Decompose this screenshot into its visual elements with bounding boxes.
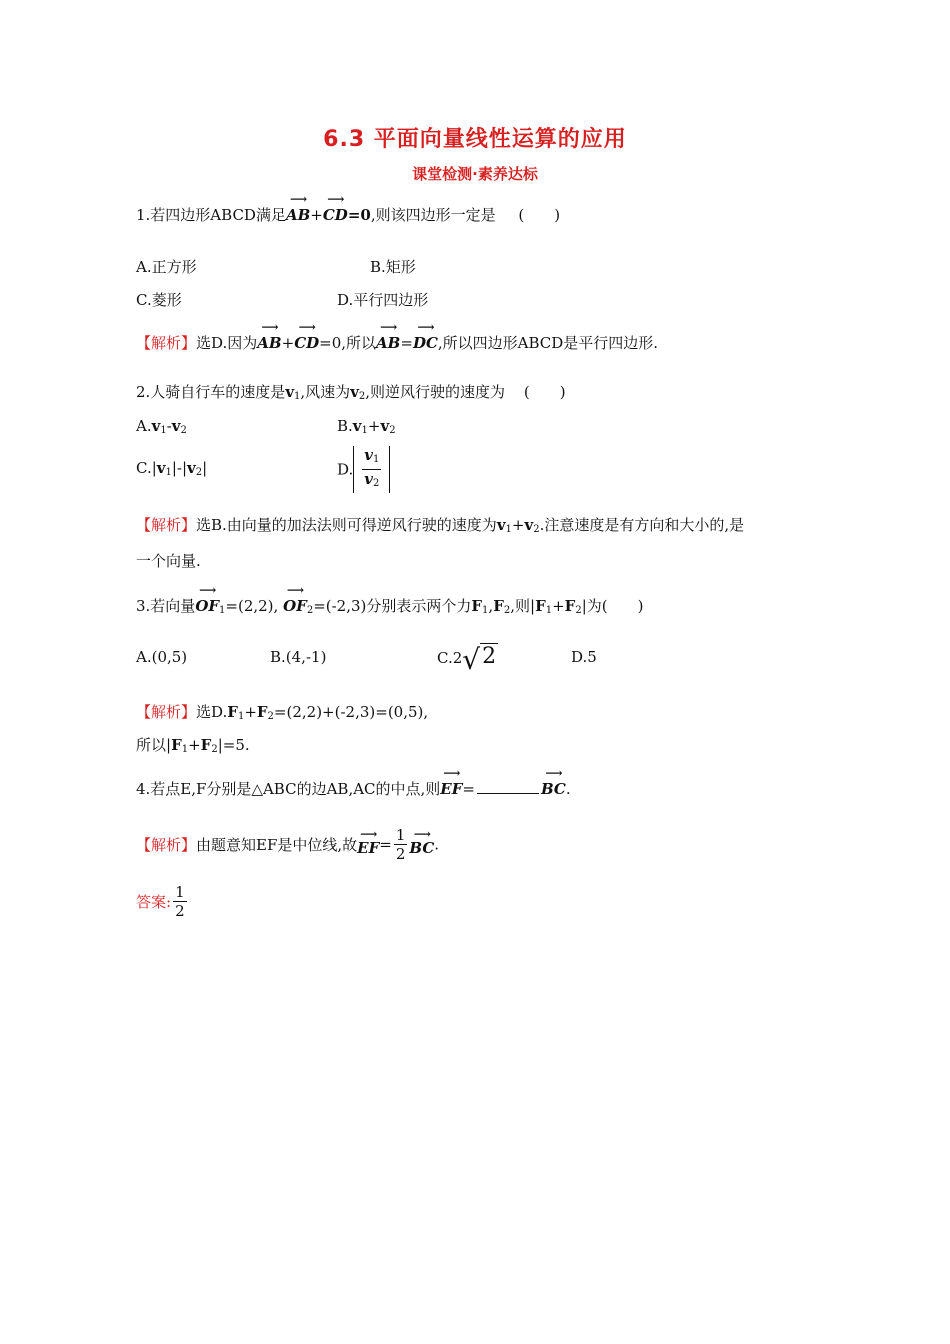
- vector-dc: ⟶ DC: [413, 326, 438, 354]
- answer-blank: [477, 793, 539, 794]
- solution-tag: 【解析】: [136, 334, 197, 352]
- question-4: 4.若点E,F分别是△ABC的边AB,AC的中点,则 ⟶ EF= ⟶ BC.: [136, 772, 571, 800]
- q3-option-d: D.5: [571, 648, 597, 666]
- vector-bc: ⟶ BC: [409, 833, 434, 857]
- q3-option-a: A.(0,5): [136, 648, 188, 666]
- answer-paren: ( ): [523, 383, 566, 401]
- q1-option-b: B.矩形: [370, 258, 416, 276]
- q2-option-d: D. $\frac{v_1}{v_2}$: [337, 446, 390, 493]
- vector-of1: ⟶ OF: [195, 589, 219, 617]
- answer-paren: ( ): [518, 206, 561, 224]
- q3-solution: 【解析】选$D.F_1+F_2=(2,2)+(-2,3)=(0,5)$,: [136, 703, 429, 722]
- q2-option-b: $B.v_1+v_2$: [337, 417, 396, 436]
- vector-ef: ⟶ EF: [440, 772, 462, 800]
- solution-tag: 【解析】: [136, 516, 197, 534]
- vector-ab: ⟶ AB: [257, 326, 281, 354]
- question-3: 3.若向量 ⟶ $OF_1=(2,2)$, ⟶ $OF_2=(-2,3)$分别表示两个力$F_1,F_2$,则$|F_1+F_2|$为( ): [136, 589, 643, 622]
- q3-option-c: C.2√2: [437, 643, 497, 676]
- answer-label: 答案:: [136, 893, 172, 911]
- vector-ef: ⟶ EF: [357, 833, 379, 857]
- q2-option-a: $A.v_1-v_2$: [136, 417, 187, 436]
- abs-fraction: $\frac{v_1}{v_2}$: [353, 446, 390, 493]
- q1-solution: 【解析】选D.因为 ⟶ AB+ ⟶ CD=0,所以 ⟶ AB= ⟶ DC,所以四边形ABCD是平行四边形.: [136, 326, 658, 354]
- answer-fraction: $\frac{1}{2}$: [175, 883, 185, 920]
- q4-solution: 【解析】由题意知EF是中位线,故 ⟶ EF= $\frac{1}{2}$ ⟶ BC.: [136, 826, 439, 863]
- vector-ab: ⟶ AB: [376, 326, 400, 354]
- fraction-half: $\frac{1}{2}$: [395, 826, 406, 863]
- q2-option-c: $C.|v_1|-|v_2|$: [136, 459, 208, 478]
- vector-bc: ⟶ BC: [541, 772, 566, 800]
- q2-solution: 【解析】选B.由向量的加法法则可得逆风行驶的速度为$v_1+v_2$.注意速度是有方向和大小的,是: [136, 516, 745, 535]
- page-title: 6.3 平面向量线性运算的应用: [323, 127, 627, 152]
- question-1: 1.若四边形ABCD满足 ⟶ AB+ ⟶ CD=0,则该四边形一定是 ( ): [136, 198, 560, 226]
- sqrt-symbol: √2: [462, 643, 497, 676]
- q4-answer: [136, 883, 189, 920]
- q3-solution-cont: 所以$|F_1+F_2|=5$.: [136, 736, 250, 755]
- solution-tag: 【解析】: [136, 703, 197, 721]
- vector-cd: ⟶ CD: [294, 326, 319, 354]
- solution-tag: 【解析】: [136, 836, 197, 854]
- vector-of2: ⟶ OF: [283, 589, 307, 617]
- q1-option-d: D.平行四边形: [337, 291, 429, 309]
- q2-solution-cont: 一个向量.: [136, 552, 201, 570]
- vector-cd: ⟶ CD: [323, 198, 348, 226]
- page-subtitle: 课堂检测·素养达标: [412, 165, 538, 183]
- q3-option-b: B.(4,-1): [270, 648, 327, 666]
- q1-option-c: C.菱形: [136, 291, 182, 309]
- vector-ab: ⟶ AB: [286, 198, 310, 226]
- question-2: 2.人骑自行车的速度是$v_1$,风速为$v_2$,则逆风行驶的速度为 ( ): [136, 383, 566, 402]
- q1-option-a: A.正方形: [136, 258, 197, 276]
